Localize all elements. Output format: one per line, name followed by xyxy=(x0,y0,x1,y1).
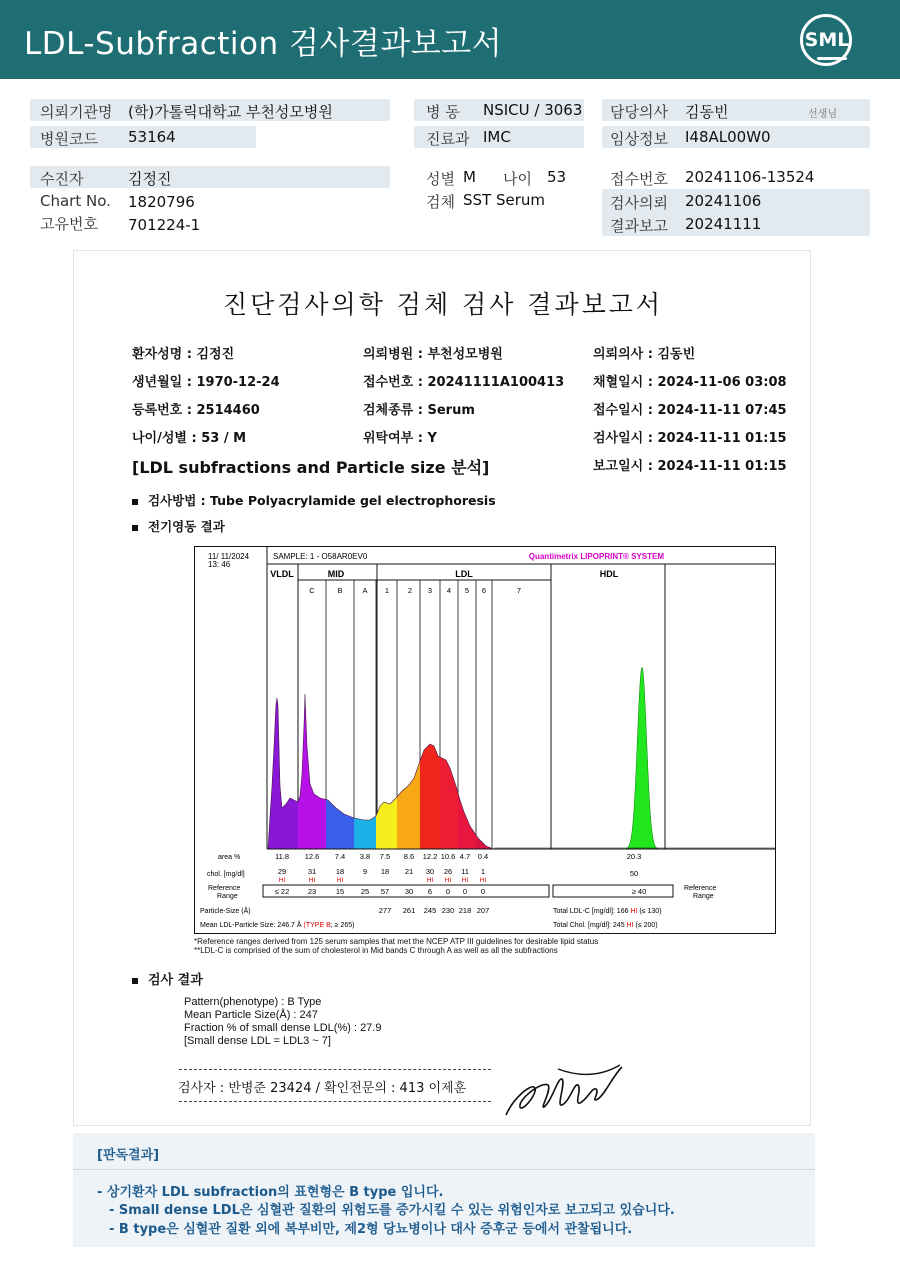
ref-value: 0 xyxy=(480,887,486,896)
findings-box xyxy=(73,1133,815,1247)
age-label: 나이 xyxy=(503,170,532,188)
band-label: 6 xyxy=(481,586,487,595)
logo-text: SML xyxy=(804,29,850,51)
birth-date: 생년월일 : 1970-12-24 xyxy=(132,375,280,390)
ref-label-right: Reference xyxy=(684,885,717,892)
profile-region xyxy=(420,744,440,849)
signature-image xyxy=(500,1057,626,1123)
result-mean-size: Mean Particle Size(Å) : 247 xyxy=(184,1009,318,1021)
result-bullet xyxy=(132,969,203,988)
id-label: 고유번호 xyxy=(40,215,98,233)
chart-date: 11/ 11/2024 xyxy=(208,552,250,561)
registration-number: 등록번호 : 2514460 xyxy=(132,403,260,418)
chol-value: 11 xyxy=(461,867,469,876)
patient-label: 수진자 xyxy=(40,170,84,188)
specimen-label: 검체 xyxy=(426,193,455,211)
report-value: 20241111 xyxy=(685,215,762,233)
hi-flag: HI xyxy=(444,877,452,884)
area-value: 12.2 xyxy=(422,852,438,861)
test-time: 검사일시 : 2024-11-11 01:15 xyxy=(593,431,787,446)
sign-line-bottom xyxy=(179,1101,491,1102)
finding-1: - 상기환자 LDL subfraction의 표현형은 B type 입니다. xyxy=(97,1185,444,1200)
requesting-hospital: 의뢰병원 : 부천성모병원 xyxy=(363,347,503,362)
chol-label: chol. [mg/dl] xyxy=(207,871,245,878)
area-value: 8.6 xyxy=(403,852,415,861)
receipt-number: 접수번호 : 20241111A100413 xyxy=(363,375,565,390)
group-label: LDL xyxy=(455,569,473,579)
dept-label: 진료과 xyxy=(426,130,470,148)
chart-notes xyxy=(194,937,598,955)
bullet-icon xyxy=(132,525,138,531)
hi-flag: HI xyxy=(336,877,344,884)
age-value: 53 xyxy=(547,168,567,186)
sex-value: M xyxy=(463,168,476,186)
area-value: 3.8 xyxy=(359,852,371,861)
result-definition: [Small dense LDL = LDL3 ~ 7] xyxy=(184,1035,331,1047)
clinical-value: I48AL00W0 xyxy=(685,128,771,146)
lipoprint-chart xyxy=(194,546,776,934)
chol-value: 31 xyxy=(307,867,317,876)
hospital-value: (학)가톨릭대학교 부천성모병원 xyxy=(128,103,333,121)
section-title: [LDL subfractions and Particle size 분석] xyxy=(132,458,490,477)
finding-2: - Small dense LDL은 심혈관 질환의 위험도를 증가시킬 수 있는 위험인자로 보고되고 있습니다. xyxy=(109,1203,675,1218)
particle-size-value: 207 xyxy=(476,906,490,915)
chol-value: 18 xyxy=(380,867,390,876)
finding-3: - B type은 심혈관 질환 외에 복부비만, 제2형 당뇨병이나 대사 증후군 등에서 관찰됩니다. xyxy=(109,1222,633,1237)
total-chol: Total Chol. [mg/dl]: 245 HI (≤ 200) xyxy=(553,922,658,929)
note-1: *Reference ranges derived from 125 serum samples that met the NCEP ATP III guidelines for desirable lipid status xyxy=(194,937,599,946)
chart-title: Quantimetrix LIPOPRINT® SYSTEM xyxy=(528,552,664,561)
band-label: A xyxy=(362,586,368,595)
age-sex: 나이/성별 : 53 / M xyxy=(132,431,247,446)
ref-value: 15 xyxy=(335,887,345,896)
consignment: 위탁여부 : Y xyxy=(363,431,437,446)
area-value: 4.7 xyxy=(459,852,471,861)
chol-value: 26 xyxy=(443,867,453,876)
chol-value: 30 xyxy=(425,867,435,876)
ref-value: 57 xyxy=(380,887,390,896)
area-value: 7.5 xyxy=(379,852,391,861)
specimen-type: 검체종류 : Serum xyxy=(363,403,475,418)
report-label: 결과보고 xyxy=(610,217,668,235)
page-title: LDL-Subfraction 검사결과보고서 xyxy=(24,26,503,62)
particle-size-label: Particle-Size (Å) xyxy=(200,908,251,915)
ref-value: 6 xyxy=(427,887,433,896)
band-label: 3 xyxy=(427,586,433,595)
requesting-doctor: 의뢰의사 : 김동빈 xyxy=(593,347,696,362)
ref-value: 25 xyxy=(360,887,370,896)
ref-label-left: Reference xyxy=(208,885,241,892)
receipt-time: 접수일시 : 2024-11-11 07:45 xyxy=(593,403,787,418)
hdl-ref: ≥ 40 xyxy=(631,887,647,896)
result-heading: 검사 결과 xyxy=(148,973,203,988)
method-bullet xyxy=(132,491,496,509)
profile-region xyxy=(354,816,376,849)
particle-size-value: 245 xyxy=(423,906,437,915)
id-value: 701224-1 xyxy=(128,216,201,234)
group-label: HDL xyxy=(599,569,619,579)
report-document xyxy=(73,250,811,1126)
ref-value: ≤ 22 xyxy=(274,887,290,896)
chol-value: 29 xyxy=(277,867,287,876)
hi-flag: HI xyxy=(461,877,469,884)
electro-text: 전기영동 결과 xyxy=(148,519,225,534)
code-value: 53164 xyxy=(128,128,176,146)
band-label: C xyxy=(309,586,315,595)
particle-size-value: 261 xyxy=(402,906,416,915)
chol-value: 1 xyxy=(480,867,486,876)
report-title: 진단검사의학 검체 검사 결과보고서 xyxy=(222,290,664,319)
bullet-icon xyxy=(132,978,138,984)
patient-value: 김정진 xyxy=(128,170,172,188)
hdl-area: 20.3 xyxy=(626,852,642,861)
band-label: 1 xyxy=(384,586,390,595)
patient-name: 환자성명 : 김정진 xyxy=(132,347,235,362)
particle-size-value: 230 xyxy=(441,906,455,915)
ward-value: NSICU / 3063 xyxy=(483,101,583,119)
patient-row-bg xyxy=(30,166,390,188)
doctor-label: 담당의사 xyxy=(610,103,668,121)
total-ldl: Total LDL-C [mg/dl]: 166 HI (≤ 130) xyxy=(553,908,662,915)
receipt-label: 접수번호 xyxy=(610,170,668,188)
ref-label-right-2: Range xyxy=(693,893,714,900)
method-text: 검사방법 : Tube Polyacrylamide gel electrophoresis xyxy=(148,493,496,508)
group-label: VLDL xyxy=(270,569,294,579)
hospital-label: 의뢰기관명 xyxy=(40,103,113,121)
chart-value: 1820796 xyxy=(128,193,195,211)
hi-flag: HI xyxy=(426,877,434,884)
ref-value: 0 xyxy=(462,887,468,896)
inspector-line: 검사자 : 반병준 23424 / 확인전문의 : 413 이제훈 xyxy=(178,1081,467,1096)
area-value: 0.4 xyxy=(477,852,489,861)
chol-value: 21 xyxy=(404,867,414,876)
band-label: 4 xyxy=(446,586,452,595)
area-value: 7.4 xyxy=(334,852,346,861)
dept-value: IMC xyxy=(483,128,511,146)
doctor-value: 김동빈 xyxy=(685,103,729,121)
hdl-chol: 50 xyxy=(629,869,639,878)
chol-value: 9 xyxy=(362,867,368,876)
group-label: MID xyxy=(327,569,345,579)
ward-label: 병 동 xyxy=(426,103,460,121)
code-label: 병원코드 xyxy=(40,130,98,148)
band-label: 5 xyxy=(464,586,470,595)
sex-label: 성별 xyxy=(426,170,455,188)
bullet-icon xyxy=(132,499,138,505)
area-value: 11.8 xyxy=(274,852,290,861)
sml-logo xyxy=(800,14,852,66)
findings-divider xyxy=(73,1169,815,1170)
electro-bullet xyxy=(132,517,225,535)
doctor-suffix: 선생님 xyxy=(808,109,837,120)
area-value: 10.6 xyxy=(440,852,456,861)
header-bar xyxy=(0,0,900,79)
report-time: 보고일시 : 2024-11-11 01:15 xyxy=(593,459,787,474)
particle-size-value: 277 xyxy=(378,906,392,915)
result-lines xyxy=(184,996,381,1048)
area-label: area % xyxy=(218,854,241,861)
note-2: **LDL-C is comprised of the sum of cholesterol in Mid bands C through A as well as all the subfractions xyxy=(194,946,558,955)
result-pattern: Pattern(phenotype) : B Type xyxy=(184,996,322,1008)
request-label: 검사의뢰 xyxy=(610,194,668,212)
specimen-value: SST Serum xyxy=(463,191,546,209)
area-value: 12.6 xyxy=(304,852,320,861)
ref-value: 23 xyxy=(307,887,317,896)
result-fraction: Fraction % of small dense LDL(%) : 27.9 xyxy=(184,1022,382,1034)
logo-underline xyxy=(817,57,847,60)
band-label: 2 xyxy=(407,586,413,595)
chart-label: Chart No. xyxy=(40,192,111,210)
hi-flag: HI xyxy=(308,877,316,884)
chart-time: 13: 46 xyxy=(208,560,231,569)
ref-value: 30 xyxy=(404,887,414,896)
chart-sample: SAMPLE: 1 - O58AR0EV0 xyxy=(273,552,368,561)
request-value: 20241106 xyxy=(685,192,762,210)
band-label: B xyxy=(337,586,343,595)
sign-line-top xyxy=(179,1069,491,1070)
hi-flag: HI xyxy=(479,877,487,884)
ref-value: 0 xyxy=(445,887,451,896)
findings-heading: [판독결과] xyxy=(97,1148,160,1163)
ref-label-left-2: Range xyxy=(217,893,238,900)
hi-flag: HI xyxy=(278,877,286,884)
mean-size: Mean LDL-Particle Size: 246.7 Å (TYPE B; ≥ 265) xyxy=(200,922,355,929)
collection-time: 채혈일시 : 2024-11-06 03:08 xyxy=(593,375,787,390)
chol-value: 18 xyxy=(335,867,345,876)
receipt-value: 20241106-13524 xyxy=(685,168,815,186)
particle-size-value: 218 xyxy=(458,906,472,915)
band-label: 7 xyxy=(516,586,522,595)
clinical-label: 임상정보 xyxy=(610,130,668,148)
